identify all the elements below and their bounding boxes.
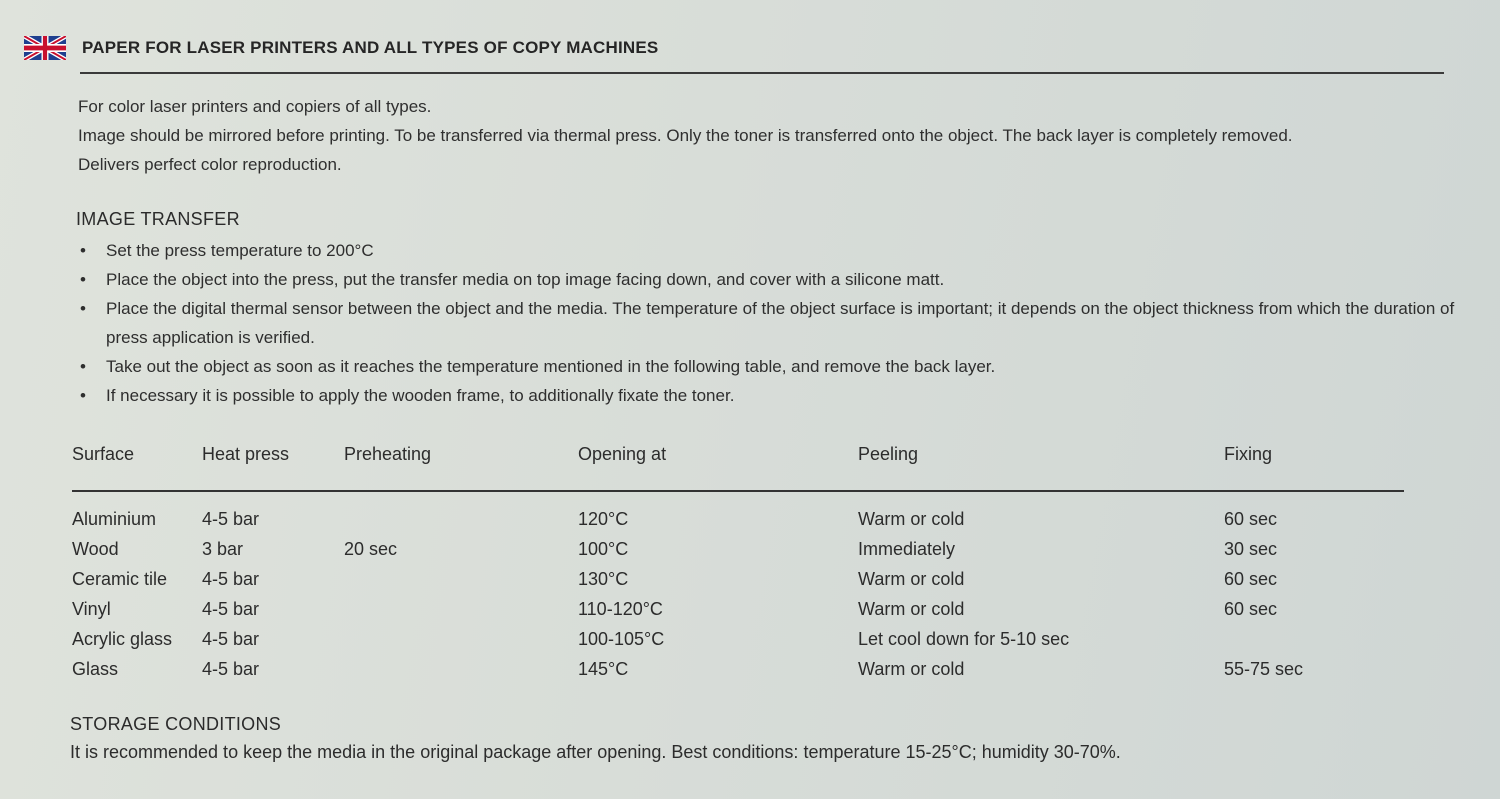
table-cell: 55-75 sec: [1224, 658, 1304, 679]
table-cell: Acrylic glass: [72, 628, 173, 649]
image-transfer-list: [78, 236, 1458, 410]
table-cell: [344, 564, 578, 594]
column-header-preheating: Preheating: [344, 444, 578, 491]
table-cell: 145°C: [578, 658, 629, 679]
table-cell: Immediately: [858, 538, 956, 559]
table-cell: Warm or cold: [858, 658, 965, 679]
table-row: [72, 564, 1404, 594]
list-item: • Set the press temperature to 200°C: [78, 236, 1458, 265]
intro-line: For color laser printers and copiers of all types.: [78, 97, 432, 116]
table-cell: 30 sec: [1224, 538, 1278, 559]
column-header-peeling: Peeling: [858, 444, 1224, 491]
column-header-surface: Surface: [72, 444, 202, 491]
storage-text: It is recommended to keep the media in the original package after opening. Best conditions: temperature 15-25°C; humidity 30-70%.: [70, 742, 1121, 762]
header: [24, 34, 1444, 74]
list-item: • Place the digital thermal sensor between the object and the media. The temperature of the object surface is important; it depends on the object thickness from which the duration of press application is verified.: [78, 294, 1458, 352]
table-row: [72, 654, 1404, 684]
table-cell: [344, 594, 578, 624]
table-cell: Glass: [72, 658, 119, 679]
page-title: PAPER FOR LASER PRINTERS AND ALL TYPES OF COPY MACHINES: [82, 38, 659, 57]
table-cell: 60 sec: [1224, 598, 1278, 619]
table-cell: 4-5 bar: [202, 508, 260, 529]
list-item: • Take out the object as soon as it reaches the temperature mentioned in the following table, and remove the back layer.: [78, 352, 1458, 381]
list-item: • If necessary it is possible to apply the wooden frame, to additionally fixate the toner.: [78, 381, 1458, 410]
table-cell: 20 sec: [344, 538, 398, 559]
column-header-opening-at: Opening at: [578, 444, 858, 491]
table-cell: 100°C: [578, 538, 629, 559]
column-header-fixing: Fixing: [1224, 444, 1404, 491]
table-header-row: [72, 444, 1404, 491]
table-cell: Ceramic tile: [72, 568, 168, 589]
table-row: [72, 594, 1404, 624]
table-row: [72, 624, 1404, 654]
table-cell: 120°C: [578, 508, 629, 529]
image-transfer-heading: IMAGE TRANSFER: [76, 209, 240, 229]
table-row: [72, 491, 1404, 534]
column-header-heat-press: Heat press: [202, 444, 344, 491]
table-cell: [344, 654, 578, 684]
table-cell: 4-5 bar: [202, 658, 260, 679]
table-cell: 4-5 bar: [202, 628, 260, 649]
storage-heading: STORAGE CONDITIONS: [70, 714, 282, 734]
header-divider: [80, 72, 1444, 74]
table-cell: 60 sec: [1224, 508, 1278, 529]
table-cell: Aluminium: [72, 508, 157, 529]
intro-text: [78, 92, 1478, 179]
table-cell: Vinyl: [72, 598, 111, 619]
table-cell: Warm or cold: [858, 568, 965, 589]
table-cell: 3 bar: [202, 538, 244, 559]
table-cell: 110-120°C: [578, 598, 663, 619]
table-cell: [344, 624, 578, 654]
list-item: • Place the object into the press, put the transfer media on top image facing down, and cover with a silicone matt.: [78, 265, 1458, 294]
table-cell: 130°C: [578, 568, 629, 589]
table-cell: 4-5 bar: [202, 598, 260, 619]
table-cell: [1224, 624, 1404, 654]
table-row: [72, 534, 1404, 564]
table-cell: Warm or cold: [858, 508, 965, 529]
table-cell: 4-5 bar: [202, 568, 260, 589]
table-cell: Let cool down for 5-10 sec: [858, 628, 1070, 649]
transfer-table: [72, 444, 1404, 684]
uk-flag-icon: [24, 36, 66, 60]
table-cell: [344, 491, 578, 534]
intro-line: Image should be mirrored before printing. To be transferred via thermal press. Only the toner is transferred onto the object. The back layer is completely removed.: [78, 126, 1293, 145]
table-cell: 100-105°C: [578, 628, 665, 649]
table-cell: 60 sec: [1224, 568, 1278, 589]
table-cell: Wood: [72, 538, 119, 559]
intro-line: Delivers perfect color reproduction.: [78, 155, 342, 174]
table-cell: Warm or cold: [858, 598, 965, 619]
